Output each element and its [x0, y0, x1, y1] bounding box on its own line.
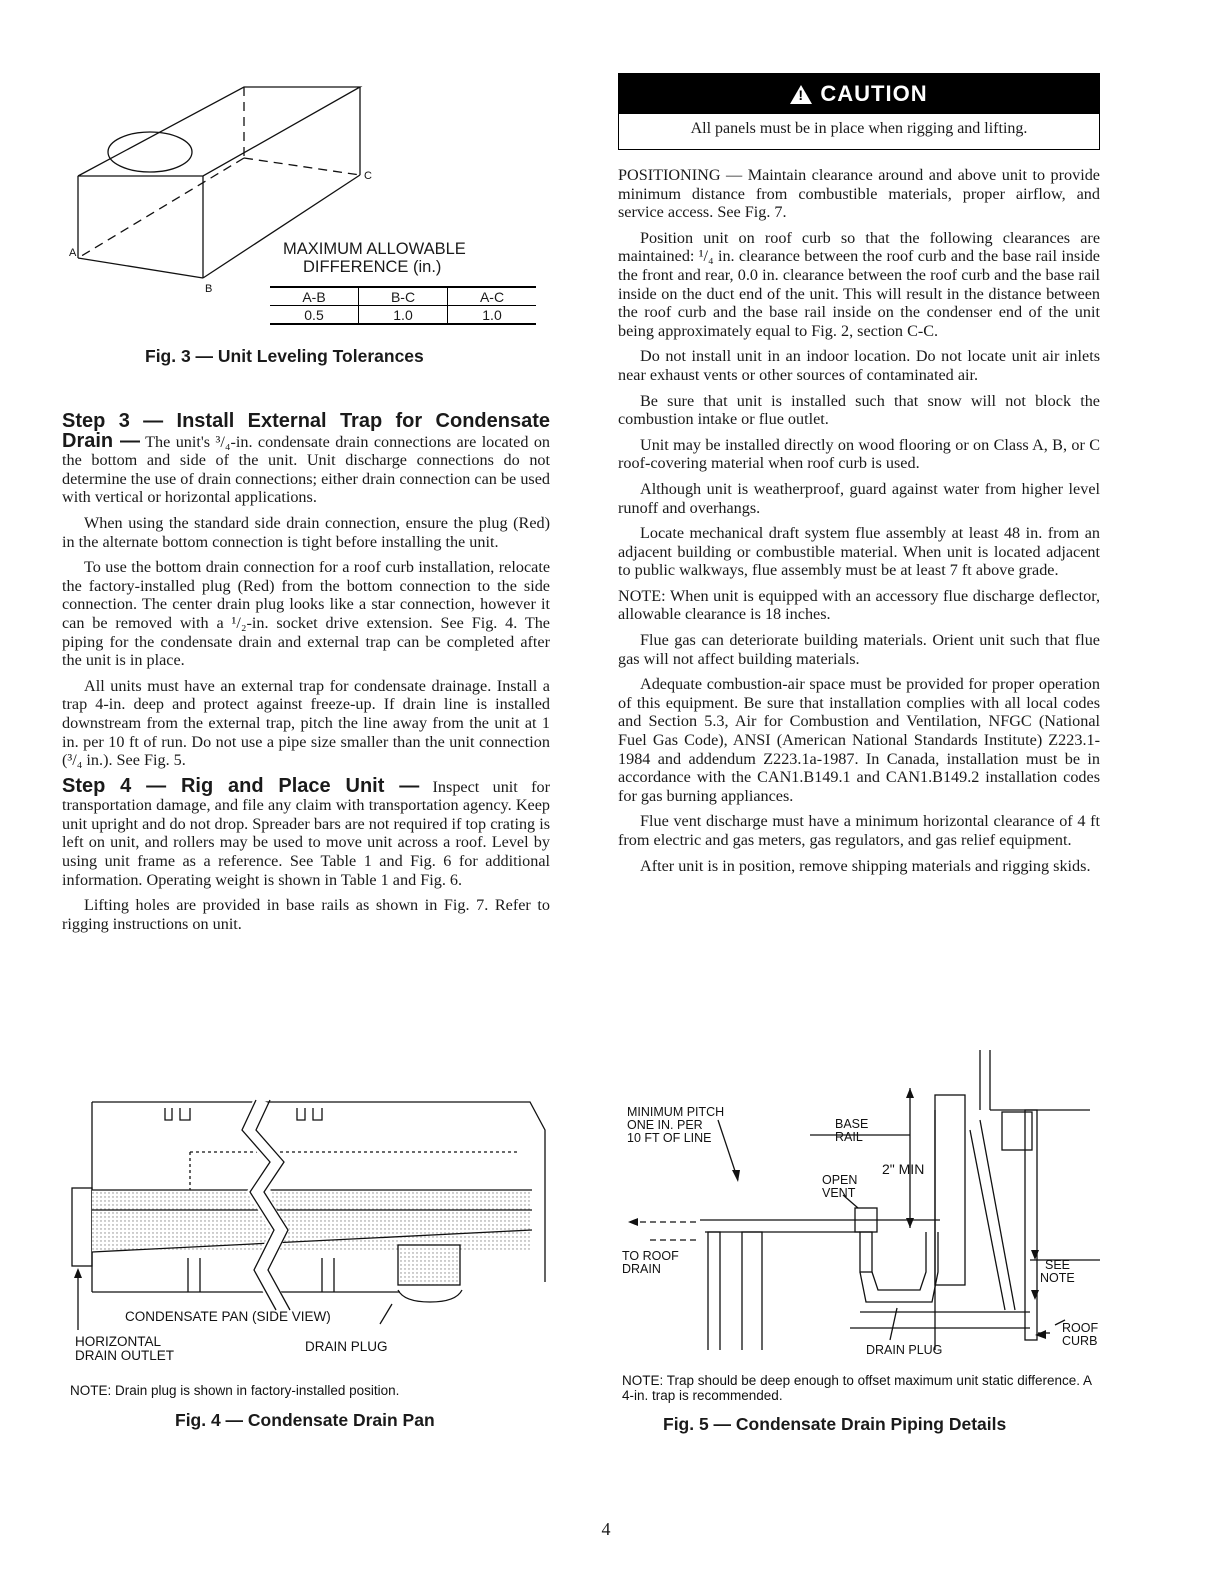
fig3-title-line1: MAXIMUM ALLOWABLE	[283, 240, 466, 258]
fig3-caption: Fig. 3 — Unit Leveling Tolerances	[145, 346, 424, 366]
left-column	[62, 412, 550, 940]
fig5-see-label-2: NOTE	[1040, 1271, 1075, 1285]
right-paragraph-3: Do not install unit in an indoor location. Do not locate unit air inlets near exhaust vents or other sources of contaminated air.	[618, 347, 1100, 384]
fig5-min-label: 2" MIN	[882, 1161, 925, 1177]
step4-paragraph-2: Lifting holes are provided in base rails as shown in Fig. 7. Refer to rigging instructions on unit.	[62, 896, 550, 933]
fig5-base-label-1: BASE	[835, 1117, 869, 1131]
caution-bar	[619, 74, 1099, 114]
fig5-plug-label: DRAIN PLUG	[866, 1343, 943, 1357]
step3-paragraph-3: To use the bottom drain connection for a roof curb installation, relocate the factory-installed plug (Red) from the bottom connection to the side connection. The center drain plug looks like a star connection, however it can be removed with a ¹/₂-in. socket drive extension. See Fig. 4. The piping for the condensate drain and external trap can be completed after the unit is in place.	[62, 558, 550, 670]
step3-paragraph-1	[62, 412, 550, 507]
fig3-header-ac: A-C	[448, 287, 537, 306]
fig3-value-ab: 0.5	[304, 306, 324, 323]
right-column	[618, 166, 1100, 882]
right-note-paragraph: NOTE: When unit is equipped with an accessory flue discharge deflector, allowable clearance is 18 inches.	[618, 586, 1100, 624]
fig5-see-label-1: SEE	[1045, 1258, 1071, 1272]
fig5-caption: Fig. 5 — Condensate Drain Piping Details	[663, 1414, 1007, 1434]
fig5-vent-label-1: OPEN	[822, 1173, 858, 1187]
right-paragraph-4: Be sure that unit is installed such that snow will not block the combustion intake or flue outlet.	[618, 391, 1100, 429]
fig3-header-bc: B-C	[359, 287, 448, 306]
step4-paragraph-1	[62, 774, 550, 890]
step4-heading: Step 4 — Rig and Place Unit —	[62, 774, 420, 797]
fig5-piping-diagram	[610, 1050, 1110, 1350]
fig3-leveling-diagram	[0, 0, 560, 310]
step3-heading: Step 3 — Install External Trap for Condensate Drain —	[62, 410, 550, 452]
fig5-roofdrain-label-1: TO ROOF	[622, 1249, 679, 1263]
page-number: 4	[601, 1519, 611, 1539]
right-paragraph-5: Unit may be installed directly on wood flooring or on Class A, B, or C roof-covering material when roof curb is used.	[618, 435, 1100, 473]
caution-box	[618, 73, 1100, 150]
step3-paragraph-2: When using the standard side drain connection, ensure the plug (Red) in the alternate bottom connection is tight before installing the unit.	[62, 513, 550, 551]
fig4-note: NOTE: Drain plug is shown in factory-installed position.	[70, 1383, 400, 1398]
fig3-tolerance-table	[270, 286, 536, 325]
fig5-roofdrain-label-2: DRAIN	[622, 1262, 661, 1276]
fig4-pan-label: CONDENSATE PAN (SIDE VIEW)	[125, 1309, 331, 1324]
fig5-pitch-label-1: MINIMUM PITCH	[627, 1105, 725, 1119]
step3-text-1: The unit's ³/₄-in. condensate drain connections are located on the bottom and side of the unit. Unit discharge connections do not determine the use of drain connections; either drain connection can be used with vertical or horizontal applications.	[62, 432, 551, 507]
fig4-plug-label: DRAIN PLUG	[305, 1339, 388, 1354]
right-paragraph-2: Position unit on roof curb so that the following clearances are maintained: ¹/₄ in. clearance between the roof curb and the base rail inside the front and rear, 0.0 in. clearance between the roof curb and the base rail inside on the duct end of the unit. This will result in the distance between the roof curb and the base rail inside on the condenser end of the unit being approximately equal to Fig. 2, section C-C.	[618, 228, 1100, 340]
fig3-title-line2: DIFFERENCE (in.)	[303, 258, 442, 276]
right-paragraph-6: Although unit is weatherproof, guard against water from higher level runoff and overhangs.	[618, 479, 1100, 517]
caution-title: CAUTION	[820, 81, 928, 106]
fig3-header-ab: A-B	[302, 288, 326, 305]
fig5-base-label-2: RAIL	[835, 1130, 863, 1144]
fig3-label-c: C	[364, 170, 372, 182]
fig3-label-a: A	[69, 247, 77, 259]
right-paragraph-11: Flue vent discharge must have a minimum horizontal clearance of 4 ft from electric and gas meters, gas regulators, and gas relief equipment.	[618, 812, 1100, 849]
fig5-curb-label-2: CURB	[1062, 1334, 1098, 1348]
caution-text: All panels must be in place when rigging and lifting.	[690, 120, 1028, 137]
fig5-curb-label-1: ROOF	[1062, 1321, 1099, 1335]
fig3-label-b: B	[205, 283, 213, 295]
positioning-paragraph: POSITIONING — Maintain clearance around and above unit to provide minimum distance from combustible materials, proper airflow, and service access. See Fig. 7.	[618, 166, 1100, 222]
fig4-outlet-label-1: HORIZONTAL	[75, 1334, 162, 1349]
fig3-value-bc: 1.0	[359, 306, 448, 325]
warning-icon: !	[790, 85, 812, 104]
fig5-note: NOTE: Trap should be deep enough to offset maximum unit static difference. A 4-in. trap is recommended.	[622, 1373, 1092, 1403]
fig4-drain-pan-diagram	[0, 1080, 560, 1330]
fig5-pitch-label-3: 10 FT OF LINE	[627, 1131, 712, 1145]
fig5-pitch-label-2: ONE IN. PER	[627, 1118, 703, 1132]
right-paragraph-9: Flue gas can deteriorate building materials. Orient unit such that flue gas will not affect building materials.	[618, 631, 1100, 668]
fig3-value-ac: 1.0	[448, 306, 537, 325]
step4-text-1: Inspect unit for transportation damage, and file any claim with transportation agency. Keep unit upright and do not drop. Spreader bars are not required if top crating is left on unit, and rollers may be used to move unit across a roof. Level by using unit frame as a reference. See Table 1 and Fig. 6 for additional information. Operating weight is shown in Table 1 and Fig. 6.	[62, 777, 550, 889]
right-paragraph-7: Locate mechanical draft system flue assembly at least 48 in. from an adjacent building or combustible material. When unit is located adjacent to public walkways, flue assembly must be at least 7 ft above grade.	[618, 524, 1100, 580]
right-paragraph-12: After unit is in position, remove shipping materials and rigging skids.	[640, 856, 1091, 875]
fig5-vent-label-2: VENT	[822, 1186, 856, 1200]
fig4-outlet-label-2: DRAIN OUTLET	[75, 1348, 175, 1363]
fig4-caption: Fig. 4 — Condensate Drain Pan	[175, 1410, 435, 1430]
step3-paragraph-4: All units must have an external trap for condensate drainage. Install a trap 4-in. deep and protect against freeze-up. If drain line is installed downstream from the external trap, pitch the line away from the unit at 1 in. per 10 ft of run. Do not use a pipe size smaller than the unit connection (³/₄ in.). See Fig. 5.	[62, 676, 550, 770]
right-paragraph-10: Adequate combustion-air space must be provided for proper operation of this equipment. Be sure that installation complies with all local codes and Section 5.3, Air for Combustion and Ventilation, NFGC (National Fuel Gas Code), ANSI (American National Standards Institute) Z223.1-1984 and addendum Z223.1a-1987. In Canada, installation must be in accordance with the CAN1.B149.1 and CAN1.B149.2 installation codes for gas burning appliances.	[618, 675, 1100, 805]
